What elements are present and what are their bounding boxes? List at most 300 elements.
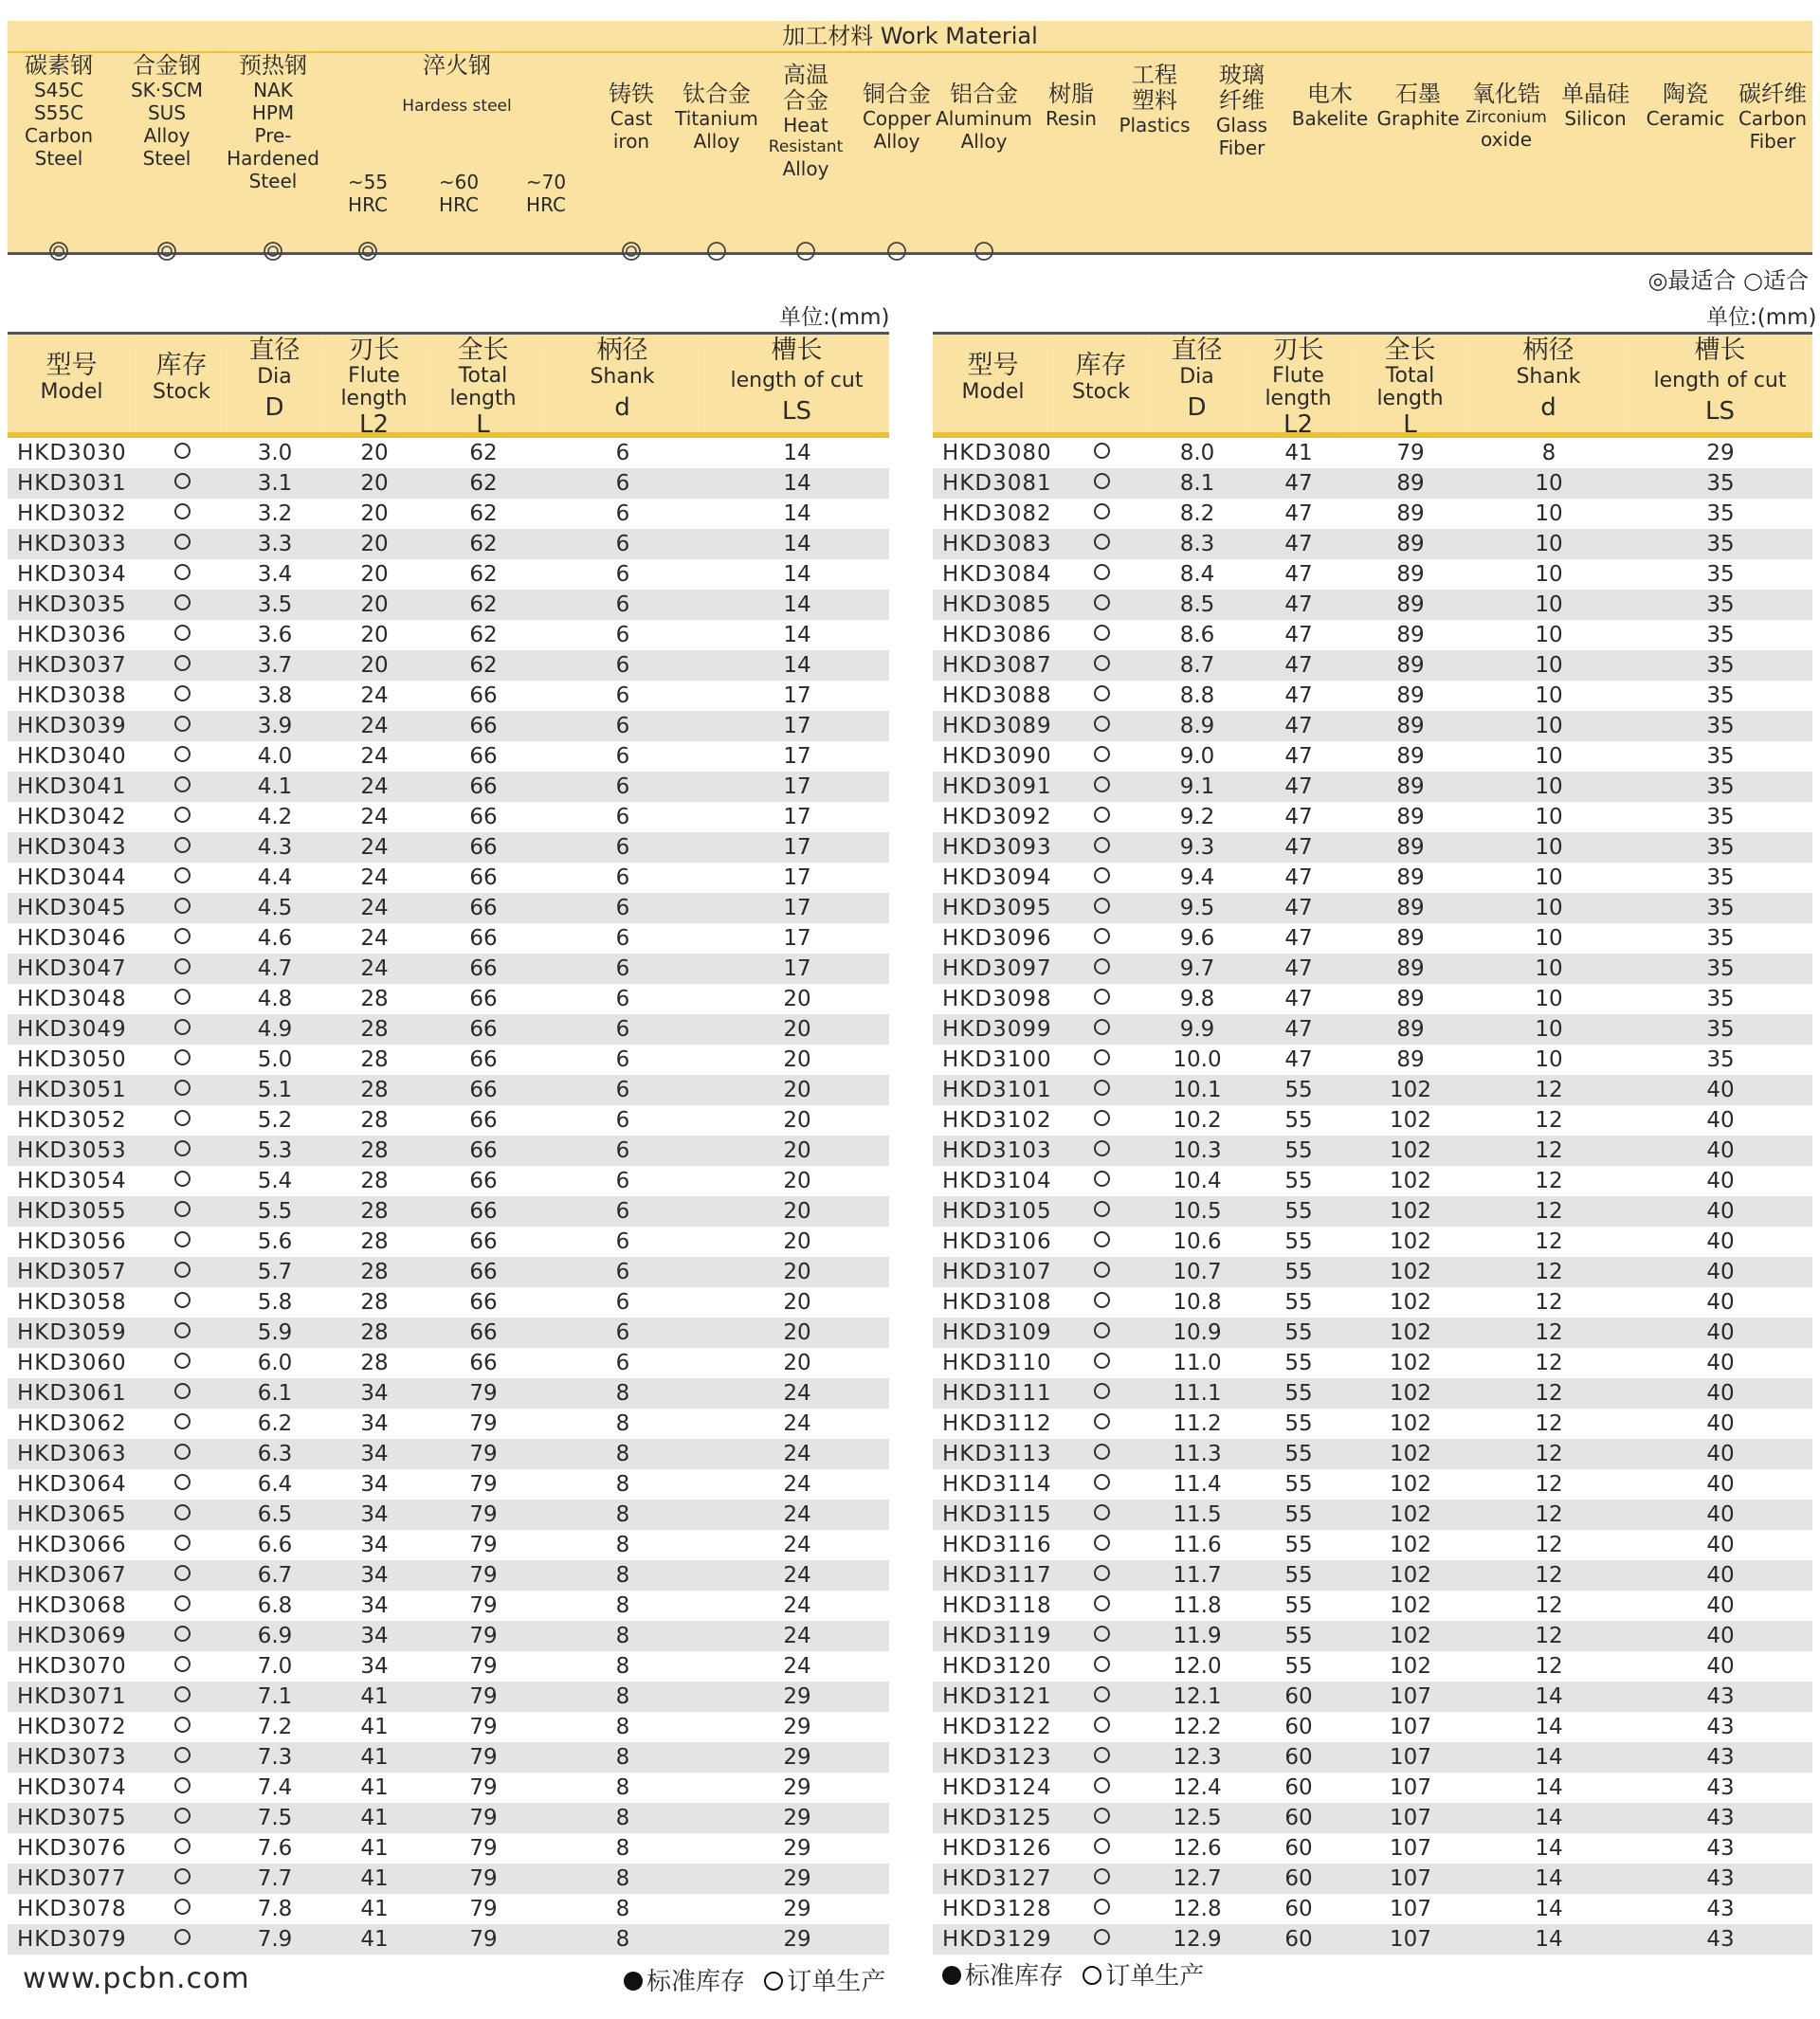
length-of-cut-cell: 35: [1706, 865, 1735, 890]
shank-cell: 10: [1535, 714, 1563, 738]
total-length-cell: 89: [1396, 1017, 1425, 1042]
dia-cell: 3.6: [257, 623, 293, 647]
header-symbol: LS: [1705, 397, 1735, 426]
length-of-cut-cell: 20: [783, 1169, 811, 1193]
stock-cell: [1054, 1712, 1149, 1742]
order-production-icon: [174, 716, 191, 732]
length-of-cut-cell: 24: [783, 1411, 811, 1436]
dia-cell: 8.2: [1179, 501, 1215, 526]
dia-cell: 7.1: [257, 1684, 293, 1709]
flute-length-cell: 24: [360, 774, 389, 799]
dia-cell: 8.0: [1179, 441, 1215, 465]
order-production-icon: [174, 837, 191, 853]
length-of-cut-cell: 24: [783, 1533, 811, 1557]
model-cell: HKD3089: [942, 714, 1052, 738]
stock-cell: [1054, 1773, 1149, 1803]
flute-length-cell: 34: [360, 1624, 389, 1648]
length-of-cut-cell: 40: [1706, 1138, 1735, 1163]
order-production-icon: [1094, 746, 1110, 762]
table-row: [933, 711, 1812, 741]
dia-cell: 8.6: [1179, 623, 1215, 647]
order-production-icon: [1094, 534, 1110, 550]
order-production-icon: [1094, 1717, 1110, 1733]
stock-cell: [136, 984, 228, 1014]
dia-cell: 6.1: [257, 1381, 293, 1406]
order-production-icon: [174, 1019, 191, 1035]
model-cell: HKD3108: [942, 1290, 1052, 1315]
total-length-cell: 107: [1390, 1806, 1431, 1830]
stock-cell: [1054, 468, 1149, 499]
flute-length-cell: 47: [1284, 956, 1313, 981]
table-row: [8, 832, 889, 863]
material-label-line: Resin: [1046, 107, 1097, 130]
table-body: [8, 438, 889, 1955]
stock-cell: [136, 681, 228, 711]
model-cell: HKD3113: [942, 1442, 1052, 1466]
model-cell: HKD3052: [17, 1108, 127, 1133]
material-label-line: 合金: [783, 87, 828, 114]
length-of-cut-cell: 24: [783, 1502, 811, 1527]
stock-cell: [1054, 1287, 1149, 1318]
total-length-cell: 102: [1390, 1199, 1431, 1224]
length-of-cut-cell: 43: [1706, 1684, 1735, 1709]
material-label-line: 钛合金: [682, 81, 751, 107]
length-of-cut-cell: 40: [1706, 1593, 1735, 1618]
unit-label-left: 单位:(mm): [779, 305, 890, 330]
model-cell: HKD3055: [17, 1199, 127, 1224]
total-length-cell: 66: [469, 835, 498, 860]
order-production-icon: [174, 867, 191, 883]
flute-length-cell: 34: [360, 1533, 389, 1557]
length-of-cut-cell: 17: [783, 714, 811, 738]
website-url[interactable]: www.pcbn.com: [23, 1962, 250, 1995]
total-length-cell: 66: [469, 1290, 498, 1315]
table-row: [8, 1591, 889, 1621]
flute-length-cell: 20: [360, 653, 389, 678]
total-length-cell: 102: [1390, 1138, 1431, 1163]
length-of-cut-cell: 14: [783, 532, 811, 556]
order-production-icon: [174, 1656, 191, 1672]
model-cell: HKD3039: [17, 714, 127, 738]
length-of-cut-cell: 35: [1706, 532, 1735, 556]
flute-length-cell: 47: [1284, 683, 1313, 708]
order-production-icon: [764, 1972, 783, 1991]
column-header: [8, 335, 136, 432]
model-cell: HKD3111: [942, 1381, 1052, 1406]
shank-cell: 10: [1535, 987, 1563, 1011]
table-row: [8, 954, 889, 984]
length-of-cut-cell: 24: [783, 1563, 811, 1588]
flute-length-cell: 41: [360, 1775, 389, 1800]
material-label-line: Steel: [248, 170, 298, 192]
length-of-cut-cell: 29: [783, 1775, 811, 1800]
table-row: [8, 1045, 889, 1075]
stock-cell: [136, 1712, 228, 1742]
flute-length-cell: 47: [1284, 562, 1313, 587]
model-cell: HKD3119: [942, 1624, 1052, 1648]
stock-cell: [1054, 438, 1149, 468]
length-of-cut-cell: 40: [1706, 1199, 1735, 1224]
total-length-cell: 66: [469, 987, 498, 1011]
table-row: [933, 1196, 1812, 1227]
stock-cell: [136, 1196, 228, 1227]
material-label-line: oxide: [1480, 128, 1532, 151]
length-of-cut-cell: 43: [1706, 1745, 1735, 1770]
dia-cell: 11.4: [1173, 1472, 1222, 1497]
shank-cell: 10: [1535, 532, 1563, 556]
column-header: [933, 335, 1054, 432]
dia-cell: 8.9: [1179, 714, 1215, 738]
footer-legend-right: [942, 1956, 1204, 1992]
stock-cell: [136, 1136, 228, 1166]
shank-cell: 10: [1535, 1047, 1563, 1072]
shank-cell: 12: [1535, 1108, 1563, 1133]
flute-length-cell: 47: [1284, 653, 1313, 678]
length-of-cut-cell: 24: [783, 1624, 811, 1648]
material-label-line: Plastics: [1119, 114, 1191, 136]
length-of-cut-cell: 29: [783, 1836, 811, 1861]
length-of-cut-cell: 17: [783, 926, 811, 951]
table-row: [933, 1833, 1812, 1864]
material-label-line: Alloy: [782, 157, 829, 180]
stock-cell: [136, 741, 228, 772]
order-production-icon: [1094, 1777, 1110, 1793]
table-row: [8, 590, 889, 620]
order-production-icon: [1094, 685, 1110, 701]
model-cell: HKD3071: [17, 1684, 127, 1709]
total-length-cell: 79: [469, 1533, 498, 1557]
material-label-line: Fiber: [1218, 136, 1265, 159]
flute-length-cell: 28: [360, 1260, 389, 1284]
stock-cell: [136, 1924, 228, 1955]
order-production-icon: [1094, 473, 1110, 489]
flute-length-cell: 41: [360, 1897, 389, 1921]
model-cell: HKD3125: [942, 1806, 1052, 1830]
dia-cell: 4.7: [257, 956, 293, 981]
dia-cell: 10.3: [1173, 1138, 1222, 1163]
flute-length-cell: 24: [360, 744, 389, 769]
dia-cell: 3.7: [257, 653, 293, 678]
model-cell: HKD3122: [942, 1715, 1052, 1739]
column-header: [427, 335, 540, 439]
table-row: [8, 1318, 889, 1348]
dia-cell: 7.8: [257, 1897, 293, 1921]
material-hardened-steel: [315, 53, 599, 117]
model-cell: HKD3128: [942, 1897, 1052, 1921]
order-production-icon: [174, 1080, 191, 1096]
length-of-cut-cell: 20: [783, 1108, 811, 1133]
order-production-icon: [174, 898, 191, 914]
order-production-icon: [1094, 1322, 1110, 1338]
stock-cell: [1054, 1227, 1149, 1257]
order-production-icon: [174, 1565, 191, 1581]
total-length-cell: 66: [469, 1229, 498, 1254]
material-label-line: 铜合金: [863, 81, 931, 107]
model-cell: HKD3117: [942, 1563, 1052, 1588]
table-row: [933, 1591, 1812, 1621]
total-length-cell: 79: [469, 1442, 498, 1466]
shank-cell: 14: [1535, 1927, 1563, 1952]
stock-cell: [1054, 1591, 1149, 1621]
shank-cell: 6: [615, 1017, 630, 1042]
order-production-icon: [174, 807, 191, 823]
best-suited-icon: [263, 241, 283, 262]
material-label-line: 高温: [783, 62, 828, 88]
length-of-cut-cell: 20: [783, 1320, 811, 1345]
total-length-cell: 89: [1396, 805, 1425, 829]
stock-cell: [136, 1409, 228, 1439]
order-production-icon: [1094, 989, 1110, 1005]
stock-cell: [1054, 954, 1149, 984]
model-cell: HKD3087: [942, 653, 1052, 678]
table-row: [8, 1227, 889, 1257]
dia-cell: 3.0: [257, 441, 293, 465]
length-of-cut-cell: 40: [1706, 1381, 1735, 1406]
length-of-cut-cell: 29: [783, 1715, 811, 1739]
total-length-cell: 62: [469, 441, 498, 465]
order-production-icon: [1094, 625, 1110, 641]
table-row: [933, 1045, 1812, 1075]
shank-cell: 8: [615, 1533, 630, 1557]
flute-length-cell: 55: [1284, 1351, 1313, 1375]
shank-cell: 8: [615, 1563, 630, 1588]
table-row: [933, 1257, 1812, 1287]
stock-cell: [1054, 590, 1149, 620]
order-production-icon: [1094, 1019, 1110, 1035]
total-length-cell: 89: [1396, 926, 1425, 951]
flute-length-cell: 55: [1284, 1108, 1313, 1133]
table-row: [8, 1014, 889, 1045]
material-label-line: Carbon: [24, 124, 94, 147]
table-row: [933, 832, 1812, 863]
stock-cell: [136, 1287, 228, 1318]
table-row: [933, 1227, 1812, 1257]
model-cell: HKD3079: [17, 1927, 127, 1952]
length-of-cut-cell: 14: [783, 441, 811, 465]
length-of-cut-cell: 40: [1706, 1442, 1735, 1466]
flute-length-cell: 47: [1284, 805, 1313, 829]
stock-cell: [136, 1621, 228, 1651]
total-length-cell: 102: [1390, 1078, 1431, 1102]
model-cell: HKD3100: [942, 1047, 1052, 1072]
model-cell: HKD3046: [17, 926, 127, 951]
order-production-icon: [174, 503, 191, 519]
total-length-cell: 62: [469, 501, 498, 526]
length-of-cut-cell: 43: [1706, 1806, 1735, 1830]
suitable-icon: [886, 241, 907, 262]
column-header: [1469, 335, 1629, 432]
total-length-cell: 79: [469, 1775, 498, 1800]
material-label-line: Cast: [610, 107, 653, 130]
length-of-cut-cell: 17: [783, 956, 811, 981]
total-length-cell: 79: [469, 1472, 498, 1497]
stock-cell: [1054, 893, 1149, 923]
dia-cell: 9.9: [1179, 1017, 1215, 1042]
length-of-cut-cell: 35: [1706, 1047, 1735, 1072]
shank-cell: 8: [615, 1654, 630, 1679]
material-label-line: Graphite: [1376, 107, 1460, 130]
material-label-line: 树脂: [1048, 81, 1094, 107]
table-row: [933, 1924, 1812, 1955]
flute-length-cell: 47: [1284, 926, 1313, 951]
dia-cell: 12.7: [1173, 1866, 1222, 1891]
shank-cell: 12: [1535, 1654, 1563, 1679]
model-cell: HKD3043: [17, 835, 127, 860]
dia-cell: 6.9: [257, 1624, 293, 1648]
order-production-icon: [174, 1413, 191, 1429]
total-length-cell: 89: [1396, 1047, 1425, 1072]
shank-cell: 10: [1535, 774, 1563, 799]
flute-length-cell: 24: [360, 714, 389, 738]
length-of-cut-cell: 40: [1706, 1108, 1735, 1133]
shank-cell: 8: [615, 1502, 630, 1527]
stock-cell: [1054, 832, 1149, 863]
total-length-cell: 107: [1390, 1775, 1431, 1800]
flute-length-cell: 24: [360, 805, 389, 829]
table-row: [933, 1560, 1812, 1591]
shank-cell: 6: [615, 683, 630, 708]
dia-cell: 11.5: [1173, 1502, 1222, 1527]
flute-length-cell: 55: [1284, 1199, 1313, 1224]
length-of-cut-cell: 35: [1706, 956, 1735, 981]
total-length-cell: 66: [469, 926, 498, 951]
table-row: [933, 1469, 1812, 1500]
shank-cell: 8: [615, 1775, 630, 1800]
flute-length-cell: 34: [360, 1411, 389, 1436]
dia-cell: 8.4: [1179, 562, 1215, 587]
dia-cell: 10.4: [1173, 1169, 1222, 1193]
stock-cell: [1054, 1530, 1149, 1560]
table-row: [8, 468, 889, 499]
length-of-cut-cell: 40: [1706, 1654, 1735, 1679]
material-label-line: SK·SCM: [130, 79, 204, 101]
model-cell: HKD3118: [942, 1593, 1052, 1618]
table-row: [933, 1378, 1812, 1409]
length-of-cut-cell: 43: [1706, 1836, 1735, 1861]
shank-cell: 12: [1535, 1502, 1563, 1527]
stock-cell: [136, 832, 228, 863]
total-length-cell: 107: [1390, 1684, 1431, 1709]
dia-cell: 9.8: [1179, 987, 1215, 1011]
dia-cell: 10.7: [1173, 1260, 1222, 1284]
order-production-icon: [1094, 1413, 1110, 1429]
shank-cell: 6: [615, 714, 630, 738]
model-cell: HKD3114: [942, 1472, 1052, 1497]
header-en: Flute length: [1265, 364, 1332, 410]
dia-cell: 12.1: [1173, 1684, 1222, 1709]
total-length-cell: 79: [469, 1927, 498, 1952]
suitable-icon: [974, 241, 994, 262]
shank-cell: 14: [1535, 1836, 1563, 1861]
table-row: [933, 681, 1812, 711]
total-length-cell: 102: [1390, 1169, 1431, 1193]
table-row: [8, 1105, 889, 1136]
column-header: [228, 335, 322, 432]
total-length-cell: 89: [1396, 562, 1425, 587]
total-length-cell: 107: [1390, 1836, 1431, 1861]
header-en: Shank: [1516, 365, 1581, 389]
shank-cell: 10: [1535, 1017, 1563, 1042]
order-production-icon: [174, 594, 191, 610]
dia-cell: 10.5: [1173, 1199, 1222, 1224]
order-production-icon: [1094, 594, 1110, 610]
model-cell: HKD3101: [942, 1078, 1052, 1102]
shank-cell: 8: [615, 1472, 630, 1497]
order-production-icon: [1094, 837, 1110, 853]
length-of-cut-cell: 43: [1706, 1866, 1735, 1891]
total-length-cell: 66: [469, 1017, 498, 1042]
table-row: [933, 1773, 1812, 1803]
order-production-icon: [1094, 1747, 1110, 1763]
legend-order-text: 订单生产: [787, 1968, 886, 1996]
table-row: [933, 499, 1812, 529]
dia-cell: 6.8: [257, 1593, 293, 1618]
model-cell: HKD3065: [17, 1502, 127, 1527]
table-row: [933, 650, 1812, 681]
standard-stock-icon: [942, 1966, 961, 1985]
shank-cell: 12: [1535, 1078, 1563, 1102]
flute-length-cell: 20: [360, 562, 389, 587]
table-row: [8, 772, 889, 802]
model-cell: HKD3044: [17, 865, 127, 890]
shank-cell: 6: [615, 805, 630, 829]
flute-length-cell: 34: [360, 1472, 389, 1497]
stock-cell: [1054, 1378, 1149, 1409]
total-length-cell: 79: [469, 1715, 498, 1739]
model-cell: HKD3072: [17, 1715, 127, 1739]
dia-cell: 4.0: [257, 744, 293, 769]
stock-cell: [136, 1864, 228, 1894]
model-cell: HKD3067: [17, 1563, 127, 1588]
dia-cell: 8.3: [1179, 532, 1215, 556]
dia-cell: 12.0: [1173, 1654, 1222, 1679]
stock-cell: [1054, 559, 1149, 590]
shank-cell: 12: [1535, 1290, 1563, 1315]
order-production-icon: [174, 1686, 191, 1702]
best-suited-icon: [357, 241, 378, 262]
order-production-icon: [174, 1140, 191, 1156]
stock-cell: [136, 954, 228, 984]
flute-length-cell: 55: [1284, 1442, 1313, 1466]
model-cell: HKD3040: [17, 744, 127, 769]
order-production-icon: [174, 1868, 191, 1884]
flute-length-cell: 34: [360, 1593, 389, 1618]
header-en: Flute length: [340, 364, 408, 410]
total-length-cell: 66: [469, 956, 498, 981]
model-cell: HKD3054: [17, 1169, 127, 1193]
stock-cell: [1054, 1864, 1149, 1894]
stock-cell: [1054, 1105, 1149, 1136]
flute-length-cell: 55: [1284, 1593, 1313, 1618]
flute-length-cell: 41: [360, 1927, 389, 1952]
stock-cell: [1054, 1257, 1149, 1287]
stock-cell: [136, 559, 228, 590]
shank-cell: 6: [615, 987, 630, 1011]
shank-cell: 6: [615, 501, 630, 526]
header-zh: 全长: [457, 336, 509, 365]
header-en: length of cut: [1653, 369, 1787, 392]
model-cell: HKD3076: [17, 1836, 127, 1861]
model-cell: HKD3083: [942, 532, 1052, 556]
model-cell: HKD3109: [942, 1320, 1052, 1345]
order-production-icon: [1094, 1171, 1110, 1187]
flute-length-cell: 20: [360, 441, 389, 465]
table-row: [933, 1136, 1812, 1166]
table-row: [8, 1742, 889, 1773]
stock-cell: [1054, 1560, 1149, 1591]
model-cell: HKD3099: [942, 1017, 1052, 1042]
order-production-icon: [1094, 1626, 1110, 1642]
